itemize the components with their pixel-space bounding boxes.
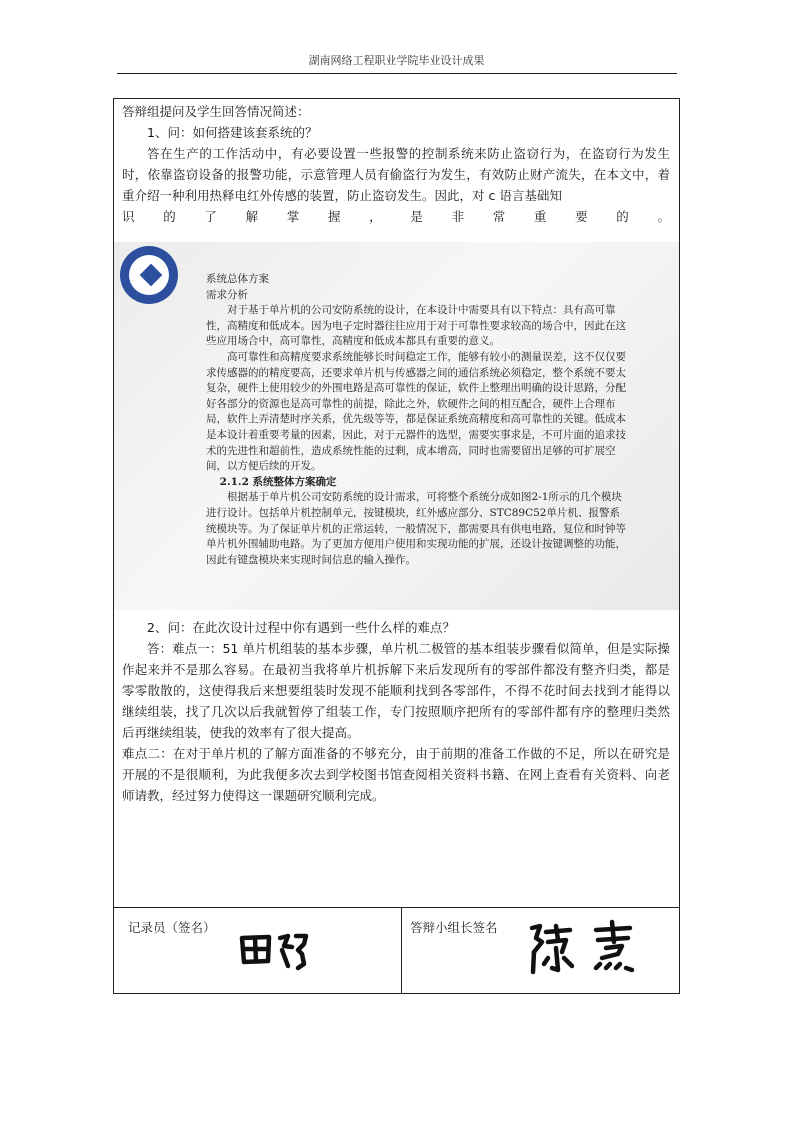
answer-1-char: ， — [369, 209, 382, 224]
header-rule — [117, 73, 677, 74]
answer-1-char: 常 — [492, 209, 506, 224]
answer-1-char: 要 — [575, 209, 588, 224]
embedded-document-image — [114, 242, 679, 610]
qa-heading: 答辩组提问及学生回答情况简述： — [122, 104, 310, 119]
recorder-handwritten-signature — [238, 928, 318, 976]
answer-1-last-line — [122, 206, 670, 227]
page-header: 湖南网络工程职业学院毕业设计成果 — [308, 54, 485, 67]
leader-signature-label: 答辩小组长签名 — [410, 920, 498, 935]
answer-2-paragraph-2: 难点二：在对于单片机的了解方面准备的不够充分，由于前期的准备工作做的不足，所以在研究是开展的不是很顺利，为此我便多次去到学校图书馆查阅相关资料书籍、在网上查看有关资料、向老师请教，经过努力使得这一课题研究顺利完成。 — [122, 746, 670, 803]
answer-1-char: 了 — [204, 209, 217, 224]
answer-1-char: 非 — [451, 209, 465, 224]
answer-1-char: 解 — [245, 209, 259, 224]
scan-paragraph-3: 根据基于单片机公司安防系统的设计需求，可将整个系统分成如图2-1所示的几个模块进行设计。包括单片机控制单元，按键模块，红外感应部分、STC89C52单片机、报警系统模块等。为了保证单片机的正常运转，一般情况下，都需要具有供电电路，复位和时钟等单片机外围辅助电路。为了更加方便用户使用和实现功能的扩展，还设计按键调整的功能，因此有键盘模块来实现时间信息的输入操作。 — [206, 491, 626, 566]
leader-handwritten-signature — [526, 918, 646, 984]
scan-section: 需求分析 — [206, 288, 248, 301]
signature-divider — [401, 908, 402, 994]
answer-1-char: 识 — [122, 209, 135, 224]
scan-paragraph-2: 高可靠性和高精度要求系统能够长时间稳定工作，能够有较小的测量误差，这不仅仅要求传感器的的精度要高，还要求单片机与传感器之间的通信系统必须稳定，整个系统不要太复杂，硬件上使用较少的外围电路是高可靠性的保证，软件上整理出明确的设计思路，分配好各部分的资源也是高可靠性的前提，除此之外，软硬件之间的相互配合，硬件上合理布局，软件上弄清楚时序关系，优先级等等，都是保证系统高精度和高可靠性的关键。低成本是本设计着重要考量的因素，因此，对于元器件的选型，需要实事求是，不可片面的追求技术的先进性和超前性，造成系统性能的过剩，成本增高，同时也需要留出足够的可扩展空间，以方便后续的开发。 — [206, 350, 626, 473]
qa-section-2 — [122, 617, 670, 806]
question-1: 1、问：如何搭建该套系统的？ — [147, 125, 318, 140]
answer-1-char: 重 — [533, 209, 547, 224]
answer-2-paragraph-1: 答：难点一：51 单片机组装的基本步骤，单片机二极管的基本组装步骤看似简单，但是实际操作起来并不是那么容易。在最初当我将单片机拆解下来后发现所有的零部件都没有整齐归类，都是零零散散的，这使得我后来想要组装时发现不能顺利找到各零部件，不得不花时间去找到才能得以继续组装，找了几次以后我就暂停了组装工作，专门按照顺序把所有的零部件都有序的整理归类然后再继续组装，使我的效率有了很大提高。 — [122, 641, 670, 740]
college-logo — [120, 246, 178, 304]
question-2: 2、问：在此次设计过程中你有遇到一些什么样的难点？ — [147, 620, 455, 635]
scan-subheading: 2.1.2 系统整体方案确定 — [219, 475, 337, 488]
qa-section — [122, 101, 670, 227]
signature-row — [114, 907, 679, 994]
answer-1-char: 。 — [657, 209, 670, 224]
recorder-signature-label: 记录员（签名） — [128, 920, 216, 935]
answer-1-char: 掌 — [286, 209, 300, 224]
scan-title: 系统总体方案 — [206, 273, 269, 285]
answer-1-char: 的 — [616, 209, 629, 224]
scan-paragraph-1: 对于基于单片机的公司安防系统的设计，在本设计中需要具有以下特点：具有高可靠性，高精度和低成本。因为电子定时器往往应用于对于可靠性要求较高的场合中，因此在这些应用场合中，高可靠性，高精度和低成本都具有重要的意义。 — [206, 304, 626, 348]
defense-record-table — [113, 98, 680, 994]
answer-1-char: 是 — [410, 209, 423, 224]
answer-1-char: 握 — [327, 209, 341, 224]
scanned-text-block — [206, 272, 628, 568]
answer-1-char: 的 — [163, 209, 176, 224]
answer-1-paragraph: 答在生产的工作活动中，有必要设置一些报警的控制系统来防止盗窃行为，在盗窃行为发生时，依靠盗窃设备的报警功能，示意管理人员有偷盗行为发生，有效防止财产流失，在本文中，着重介绍一种利用热释电红外传感的装置，防止盗窃发生。因此，对 c 语言基础知 — [122, 146, 670, 203]
